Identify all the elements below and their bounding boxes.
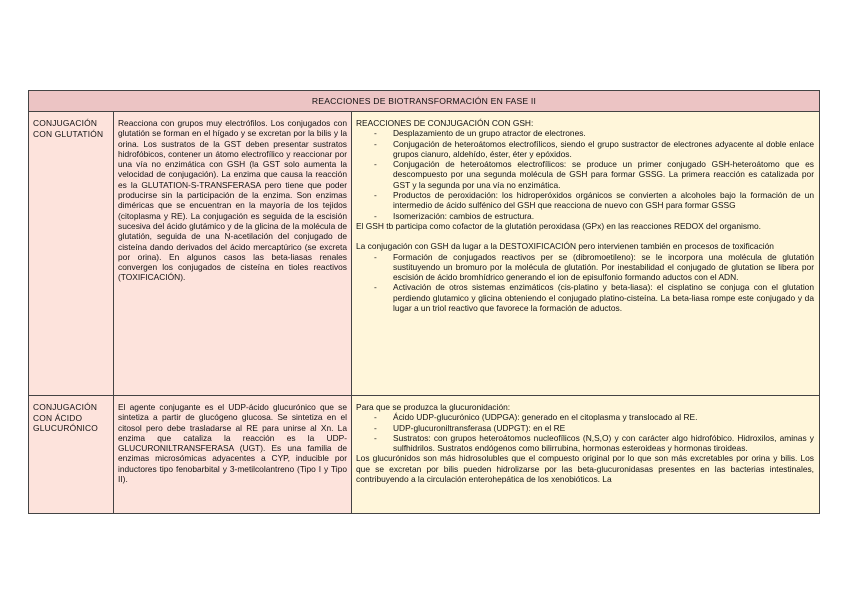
list-item: - Ácido UDP-glucurónico (UDPGA): generado en el citoplasma y translocado al RE. [393, 412, 814, 422]
detail-paragraph: Los glucurónidos son más hidrosolubles que el compuesto original por lo que son más excretables por orina y bilis. Los que se excretan por bilis pueden hidrolizarse por las beta-glucuronidasas presentes en las bacterias intestinales, contribuyendo a la circulación enterohepática de los xenobióticos. La [356, 453, 814, 485]
detail-list [356, 412, 814, 453]
list-item: - Formación de conjugados reactivos per se (dibromoetileno): se le incorpora una molécula de glutatión sustituyendo un bromuro por la molécula de glutatión. Por inestabilidad el conjugado de glutation se libera por escisión de ácido bromhídrico generando el ion de episulfonio formando aductos con el ADN. [393, 252, 814, 283]
row-description-text: El agente conjugante es el UDP-ácido glucurónico que se sintetiza a partir de glucógeno glucosa. Se sintetiza en el citosol pero debe trasladarse al RE para unirse al Xn. La enzima que cataliza la reacción es la UDP-GLUCURONILTRANSFERASA (UGT). Es una familia de enzimas microsómicas adyacentes a CYP, inducible por inductores tipo fenobarbital y 3-metilcolantreno (Tipo I y Tipo II). [118, 402, 347, 485]
row-name-label: CONJUGACIÓN CON GLUTATIÓN [33, 118, 104, 139]
biotransformation-table [28, 90, 820, 514]
table-header: REACCIONES DE BIOTRANSFORMACIÓN EN FASE II [29, 91, 819, 112]
list-item: - Sustratos: con grupos heteroátomos nucleofílicos (N,S,O) y con carácter algo hidrofóbico. Hidroxilos, aminas y sulfhidrilos. Sustratos endógenos como bilirrubina, hormonas esteroideas y hormonas tiroideas. [393, 433, 814, 454]
list-item: - Productos de peroxidación: los hidroperóxidos orgánicos se convierten a alcoholes bajo la formación de un intermedio de ácido sulfénico del GSH que reacciona de nuevo con GSH para formar GSSG [393, 190, 814, 211]
list-item: - UDP-glucuroniltransferasa (UDPGT): en el RE [393, 423, 814, 433]
detail-intro: REACCIONES DE CONJUGACIÓN CON GSH: [356, 118, 534, 128]
row-name-label: CONJUGACIÓN CON ÁCIDO GLUCURÓNICO [33, 402, 99, 433]
list-item: - Desplazamiento de un grupo atractor de electrones. [393, 128, 814, 138]
detail-list [356, 128, 814, 221]
list-item: - Conjugación de heteroátomos electrofílicos: se produce un primer conjugado GSH-heteroátomo que es descompuesto por una segunda molécula de GSH para formar GSSG. La primera reacción es catalizada por GST y la segunda por una vía no enzimática. [393, 159, 814, 190]
detail-intro: Para que se produzca la glucuronidación: [356, 402, 511, 412]
list-item: - Conjugación de heteroátomos electrofílicos, siendo el grupo sustractor de electrones adyacente al doble enlace grupos cianuro, aldehído, éster, éter y epóxidos. [393, 139, 814, 160]
detail-paragraph: El GSH tb participa como cofactor de la glutatión peroxidasa (GPx) en las reacciones REDOX del organismo. [356, 220, 761, 231]
row-glutation-detail [352, 112, 819, 396]
list-item: - Isomerización: cambios de estructura. [393, 211, 814, 221]
list-item: - Activación de otros sistemas enzimáticos (cis-platino y beta-liasa): el cisplatino se conjuga con el glutation perdiendo glutamico y glicina obteniendo el conjugado platino-cisteína. La beta-liasa rompe este conjugado y da lugar a un triol reactivo que favorece la formación de aductos. [393, 282, 814, 313]
row-glutation-description [114, 112, 352, 396]
row-glutation-name [29, 112, 114, 396]
row-glucuronico-description [114, 396, 352, 513]
detail-paragraph: La conjugación con GSH da lugar a la DESTOXIFICACIÓN pero intervienen también en procesos de toxificación [356, 241, 774, 252]
detail-list-toxification [356, 252, 814, 314]
row-description-text: Reacciona con grupos muy electrófilos. Los conjugados con glutatión se forman en el hígado y se excretan por la bilis y la orina. Los sustratos de la GST deben presentar sustratos hidrofóbicos, contener un átomo electrofílico y reaccionar por una vía no enzimática con GSH (la GST solo aumenta la velocidad de conjugación). La enzima que causa la reacción es la GLUTATION-S-TRANSFERASA pero tiene que poder producirse sin la participación de la enzima. Son enzimas diméricas que se encuentran en la mayoría de los tejidos (citoplasma y RE). La conjugación es seguida de la escisión sucesiva del ácido glutámico y de la glicina de la molécula de glutatión, seguida de una N-acetilación del conjugado de cisteína dando derivados del ácido mercaptúrico (se excreta por orina). En algunos casos las beta-liasas renales convergen los conjugados de cisteína en tioles reactivos (TOXIFICACIÓN). [118, 118, 347, 283]
row-glucuronico-name [29, 396, 114, 513]
row-glucuronico-detail [352, 396, 819, 513]
